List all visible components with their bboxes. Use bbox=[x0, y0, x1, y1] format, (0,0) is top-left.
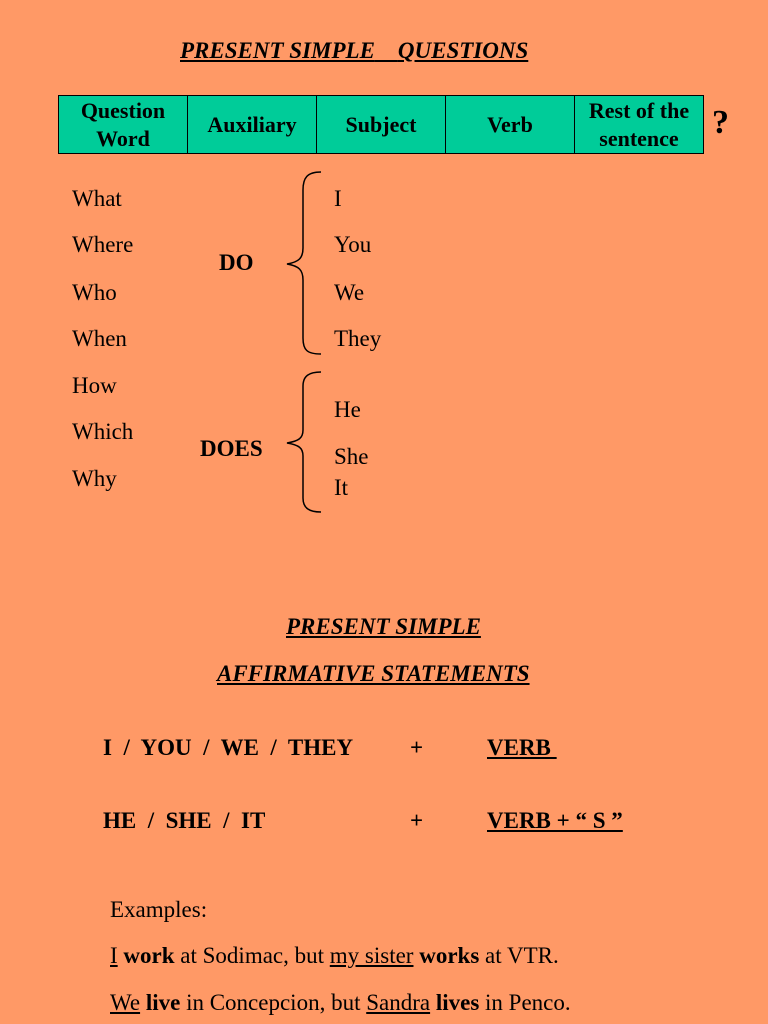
question-word-where: Where bbox=[72, 232, 134, 257]
example-1-middle-1: at Sodimac, but bbox=[174, 943, 330, 968]
statement-verb-plural: VERB bbox=[487, 735, 557, 760]
questions-title-part1: PRESENT SIMPLE bbox=[180, 38, 375, 63]
header-cell-auxiliary: Auxiliary bbox=[188, 96, 317, 154]
subject-i: I bbox=[334, 186, 342, 211]
example-1-verb-2: works bbox=[419, 943, 480, 968]
questions-title bbox=[180, 38, 528, 64]
subject-we: We bbox=[334, 280, 365, 305]
header-cell-verb: Verb bbox=[446, 96, 575, 154]
subject-you: You bbox=[334, 232, 372, 257]
example-sentence-1 bbox=[110, 943, 559, 969]
example-2-verb-2: lives bbox=[435, 990, 480, 1015]
example-2-subject-2: Sandra bbox=[366, 990, 431, 1015]
header-cell-question-word: Question Word bbox=[59, 96, 188, 154]
example-2-verb-1: live bbox=[145, 990, 181, 1015]
question-word-what: What bbox=[72, 186, 122, 211]
example-2-middle-1: in Concepcion, but bbox=[180, 990, 367, 1015]
statement-subjects-plural: I / YOU / WE / THEY bbox=[103, 735, 354, 760]
header-cell-rest: Rest of the sentence bbox=[575, 96, 704, 154]
example-1-subject-1: I bbox=[110, 943, 118, 968]
examples-heading: Examples: bbox=[110, 897, 208, 922]
structure-table bbox=[58, 95, 704, 154]
affirmative-title-line1: PRESENT SIMPLE bbox=[286, 614, 481, 639]
subject-it: It bbox=[334, 475, 349, 500]
subject-he: He bbox=[334, 397, 361, 422]
subject-they: They bbox=[334, 326, 382, 351]
question-word-which: Which bbox=[72, 419, 134, 444]
question-word-who: Who bbox=[72, 280, 117, 305]
header-cell-subject: Subject bbox=[317, 96, 446, 154]
example-2-subject-1: We bbox=[110, 990, 141, 1015]
brace-do-icon bbox=[283, 168, 325, 358]
subject-she: She bbox=[334, 444, 369, 469]
question-word-why: Why bbox=[72, 466, 117, 491]
example-sentence-2 bbox=[110, 990, 571, 1016]
statement-subjects-singular: HE / SHE / IT bbox=[103, 808, 266, 833]
questions-title-part2: QUESTIONS bbox=[397, 38, 529, 63]
statement-plus-plural: + bbox=[410, 735, 424, 760]
example-1-verb-1: work bbox=[123, 943, 175, 968]
question-word-how: How bbox=[72, 373, 117, 398]
example-2-middle-2: in Penco. bbox=[479, 990, 571, 1015]
auxiliary-do: DO bbox=[219, 250, 254, 275]
affirmative-title-line2: AFFIRMATIVE STATEMENTS bbox=[217, 661, 530, 686]
example-1-middle-2: at VTR. bbox=[479, 943, 559, 968]
structure-table-row bbox=[59, 96, 704, 154]
auxiliary-does: DOES bbox=[200, 436, 263, 461]
statement-plus-singular: + bbox=[410, 808, 424, 833]
statement-verb-singular: VERB + “ S ” bbox=[487, 808, 623, 833]
question-word-when: When bbox=[72, 326, 127, 351]
question-mark: ? bbox=[712, 104, 729, 141]
example-1-subject-2: my sister bbox=[329, 943, 414, 968]
brace-does-icon bbox=[283, 368, 325, 516]
